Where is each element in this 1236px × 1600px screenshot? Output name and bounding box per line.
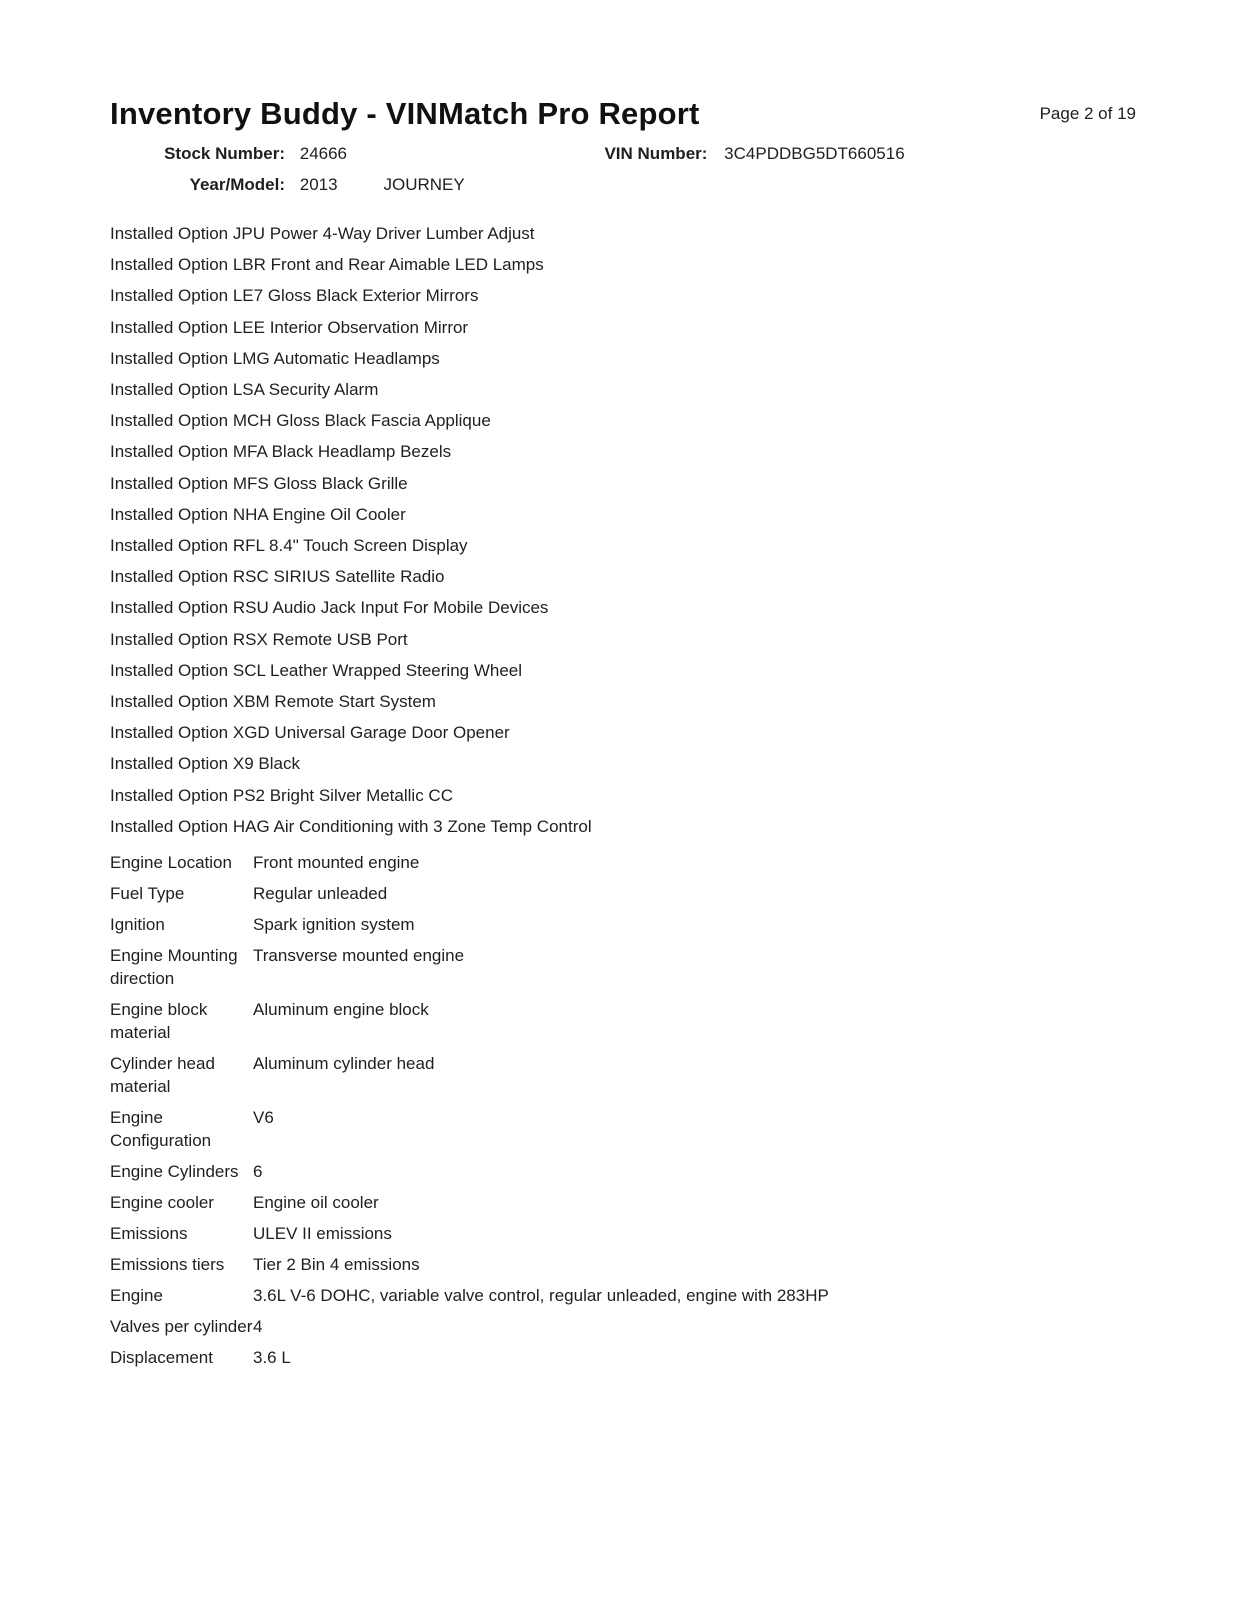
installed-option-line: Installed Option LMG Automatic Headlamps [110,348,440,368]
installed-option-line: Installed Option XGD Universal Garage Door Opener [110,723,510,743]
year-model-row [110,169,1136,200]
spec-label: Emissions [110,1224,188,1244]
installed-option-line: Installed Option RSC SIRIUS Satellite Radio [110,567,445,587]
installed-option-line: Installed Option LEE Interior Observation Mirror [110,317,469,337]
year-value: 2013 [299,175,338,194]
spec-label: Engine cooler [110,1193,214,1213]
spec-row [110,1048,1136,1102]
installed-option-line: Installed Option RSU Audio Jack Input For Mobile Devices [110,598,549,618]
installed-option-line: Installed Option RFL 8.4" Touch Screen Display [110,536,468,556]
installed-option-line: Installed Option LSA Security Alarm [110,380,379,400]
spec-label: Engine block material [110,1000,208,1043]
spec-value: Aluminum engine block [253,1000,429,1020]
spec-label: Engine Configuration [110,1108,212,1151]
engine-specs-table [110,847,1136,1373]
spec-value: V6 [253,1108,274,1128]
installed-option-line: Installed Option PS2 Bright Silver Metallic CC [110,785,453,805]
installed-option-line: Installed Option LBR Front and Rear Aimable LED Lamps [110,255,544,275]
spec-row [110,909,1136,940]
installed-option-line: Installed Option MCH Gloss Black Fascia Applique [110,411,491,431]
installed-option-line: Installed Option JPU Power 4-Way Driver Lumber Adjust [110,224,535,243]
spec-value: ULEV II emissions [253,1224,392,1244]
installed-option-line: Installed Option X9 Black [110,754,300,774]
installed-option-line: Installed Option LE7 Gloss Black Exterior Mirrors [110,286,479,306]
spec-label: Ignition [110,915,165,935]
spec-row [110,1187,1136,1218]
spec-row [110,1342,1136,1373]
installed-option-line: Installed Option XBM Remote Start System [110,692,436,712]
spec-value: 4 [253,1317,263,1337]
installed-option-line: Installed Option MFA Black Headlamp Bezels [110,442,452,462]
installed-option-line: Installed Option SCL Leather Wrapped Steering Wheel [110,660,523,680]
model-value: JOURNEY [383,175,465,194]
spec-value: Front mounted engine [253,853,420,873]
spec-label: Fuel Type [110,884,185,904]
spec-row [110,940,1136,994]
spec-row [110,1102,1136,1156]
vin-number-value: 3C4PDDBG5DT660516 [724,144,905,163]
installed-option-line: Installed Option MFS Gloss Black Grille [110,473,408,493]
spec-value: Transverse mounted engine [253,946,465,966]
installed-option-line: Installed Option NHA Engine Oil Cooler [110,504,406,524]
spec-value: Regular unleaded [253,884,388,904]
report-header [110,96,1136,132]
spec-value: Tier 2 Bin 4 emissions [253,1255,420,1275]
spec-value: Engine oil cooler [253,1193,379,1213]
spec-label: Cylinder head material [110,1054,215,1097]
spec-row [110,847,1136,878]
spec-value: 3.6L V-6 DOHC, variable valve control, regular unleaded, engine with 283HP [253,1286,829,1306]
vin-number-label: VIN Number: [604,144,708,163]
spec-label: Emissions tiers [110,1255,225,1275]
spec-label: Engine Location [110,853,232,873]
spec-row [110,1218,1136,1249]
stock-number-value: 24666 [299,144,348,163]
spec-value: 6 [253,1162,263,1182]
spec-row [110,878,1136,909]
stock-number-label: Stock Number: [164,144,285,163]
spec-label: Engine Mounting direction [110,946,238,989]
spec-row [110,1311,1136,1342]
spec-label: Engine Cylinders [110,1162,239,1182]
spec-row [110,994,1136,1048]
spec-value: Aluminum cylinder head [253,1054,435,1074]
installed-option-line: Installed Option RSX Remote USB Port [110,629,408,649]
report-title: Inventory Buddy - VINMatch Pro Report [110,96,700,131]
page-indicator: Page 2 of 19 [1039,104,1136,123]
spec-row [110,1280,1136,1311]
spec-label: Engine [110,1286,163,1306]
vehicle-meta [110,138,1136,200]
year-model-label: Year/Model: [189,175,285,194]
installed-options-list [110,218,1136,842]
spec-label: Valves per cylinder [110,1317,253,1337]
spec-value: 3.6 L [253,1348,291,1368]
installed-option-line: Installed Option HAG Air Conditioning with 3 Zone Temp Control [110,816,592,836]
stock-vin-row [110,138,1136,169]
spec-label: Displacement [110,1348,213,1368]
spec-row [110,1156,1136,1187]
spec-row [110,1249,1136,1280]
spec-value: Spark ignition system [253,915,415,935]
